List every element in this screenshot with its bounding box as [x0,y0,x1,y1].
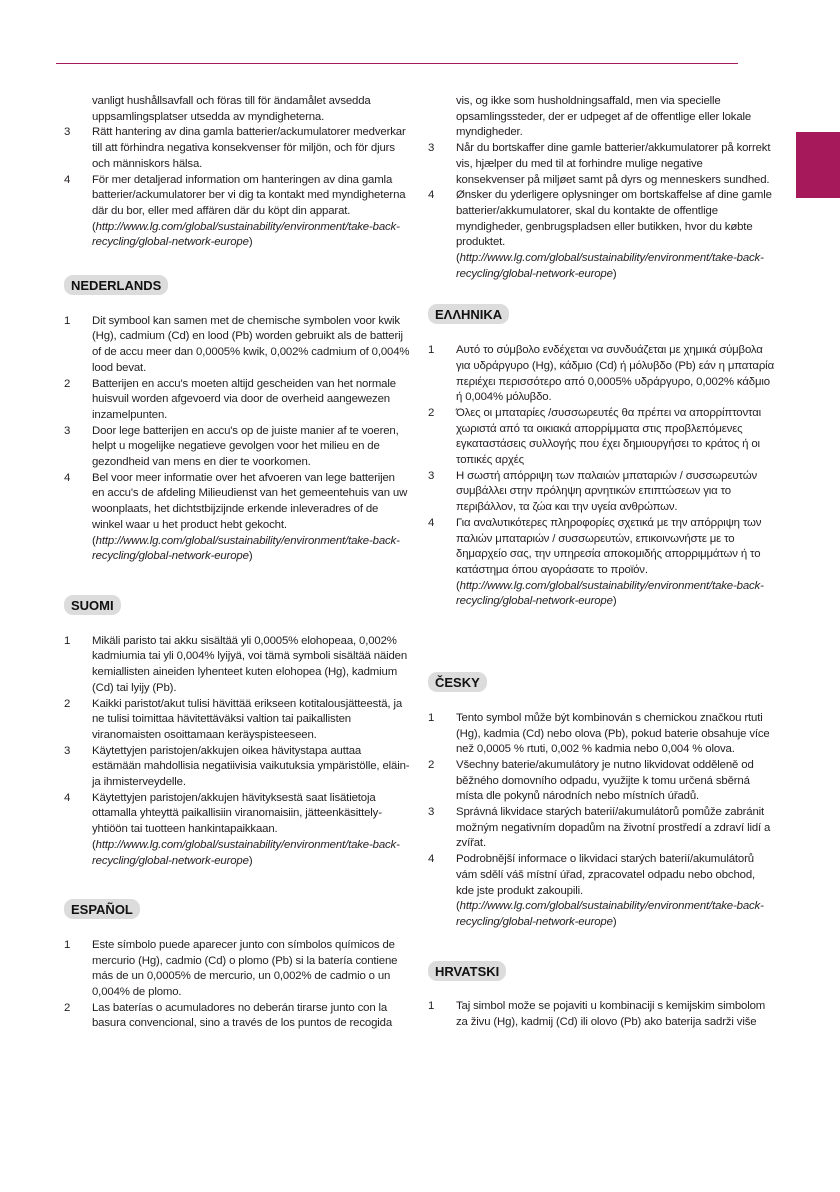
continuation-text: vis, og ikke som husholdningsaffald, men via specielle opsamlingssteder, der er udpeget af de offentlige eller lokale myndigheder. [456,95,752,139]
item-number: 3 [428,469,435,482]
item-tail: ) [612,915,617,928]
item-text: Mikäli paristo tai akku sisältää yli 0,0005% elohopeaa, 0,002% kadmiumia tai yli 0,004% lyijyä, voi tämä symboli sisältää näiden kemiallisten aineiden lyhenteet kuten elohopea (Hg), kadmium (Cd) tai lyijy (Pb). [92,634,408,694]
item-url: http://www.lg.com/global/sustainability/environment/take-back-recycling/global-network-europe [92,220,400,249]
list-item [64,314,410,377]
item-tail: ) [248,854,253,867]
item-text: För mer detaljerad information om hanteringen av dina gamla batterier/ackumulatorer ber vi dig ta kontakt med myndigheterna där du bor, eller med affären där du köpt din apparat. ( [92,173,406,233]
item-url: http://www.lg.com/global/sustainability/environment/take-back-recycling/global-network-europe [456,579,764,608]
item-body [456,712,770,755]
item-number: 3 [64,744,71,757]
item-text: Podrobnější informace o likvidaci starých baterií/akumulátorů vám sdělí váš místní úřad, zpracovatel odpadu nebo obchod, kde jste produkt zakoupili. ( [456,853,756,913]
item-number: 4 [428,853,435,866]
item-text: Všechny baterie/akumulátory je nutno likvidovat odděleně od běžného domovního odpadu, využijte k tomu určená sběrná místa dle pokynů národních nebo místních úřadů. [456,758,754,803]
language-section [64,899,410,1032]
item-text: Rätt hantering av dina gamla batterier/ackumulatorer medverkar till att förhindra negativa konsekvenser för miljön, och för djurs och människors hälsa. [92,126,406,170]
item-text: Η σωστή απόρριψη των παλαιών μπαταριών / συσσωρευτών συμβάλλει στην πρόληψη αρνητικών επιπτώσεων για το περιβάλλον, τα ζώα και την υγεία ανθρώπων. [456,469,757,514]
item-body [456,142,770,185]
item-number: 4 [64,791,71,804]
section-heading: HRVATSKI [428,961,506,981]
language-section [428,961,774,1031]
item-number: 4 [64,471,71,484]
list-item [64,744,410,791]
left-column [64,94,410,1032]
item-number: 4 [428,516,435,529]
item-url: http://www.lg.com/global/sustainability/environment/take-back-recycling/global-network-europe [92,534,400,563]
item-number: 2 [428,406,435,419]
item-body [456,407,761,466]
item-text: Για αναλυτικότερες πληροφορίες σχετικά με την απόρριψη των παλιών μπαταριών / συσσωρευτών, επικοινωνήστε με το δημαρχείο σας, την υπηρεσία αποκομιδής απορριμμάτων ή το κατάστημα όπου αγοράσατε το προϊόν. ( [456,516,762,592]
item-number: 4 [428,189,435,202]
list-item [64,938,410,1001]
continuation-text: vanligt hushållsavfall och föras till för ändamålet avsedda uppsamlingsplatser utsedda av myndigheterna. [92,95,371,123]
item-body [92,126,406,169]
item-number: 1 [428,711,435,724]
item-text: Batterijen en accu's moeten altijd gescheiden van het normale huisvuil worden afgevoerd via door de overheid aangewezen inzamelpunten. [92,377,396,421]
list-item [64,791,410,870]
item-body [92,1002,392,1030]
item-number: 1 [428,344,435,357]
item-number: 1 [428,1000,435,1013]
item-tail: ) [248,236,253,249]
item-body [456,1000,765,1028]
item-text: Kaikki paristot/akut tulisi hävittää erikseen kotitalousjätteestä, ja ne tulisi toimittaa hävitettäväksi valtion tai paikallisten viranomaisten osoittamaan keräyspisteeseen. [92,697,403,741]
list-item [428,406,774,469]
heading-wrap [428,672,774,693]
item-number: 3 [64,126,71,139]
item-body [456,759,754,802]
item-body [456,470,757,513]
list-item [64,377,410,424]
item-url: http://www.lg.com/global/sustainability/environment/take-back-recycling/global-network-europe [456,900,764,928]
intro-block [64,94,410,251]
list-item [428,805,774,852]
item-text: Når du bortskaffer dine gamle batterier/akkumulatorer på korrekt vis, hjælper du med til at forhindre mulige negative konsekvenser på miljøet samt på dyrs og menneskers sundhed. [456,142,771,186]
language-section [428,672,774,931]
item-url: http://www.lg.com/global/sustainability/environment/take-back-recycling/global-network-europe [456,252,764,280]
item-body [456,344,774,403]
intro-block [428,94,774,282]
item-text: Dit symbool kan samen met de chemische symbolen voor kwik (Hg), cadmium (Cd) en lood (Pb) worden gebruikt als de batterij of de accu meer dan 0,0005% kwik, 0,002% cadmium of 0,004% lood bevat. [92,314,410,374]
item-number: 2 [428,758,435,771]
section-heading: ESPAÑOL [64,899,140,919]
list-item [64,1001,410,1032]
item-text: Door lege batterijen en accu's op de juiste manier af te voeren, helpt u mogelijke negatieve gevolgen voor het milieu en de gezondheid van mens en dier te voorkomen. [92,424,399,469]
list-item [64,471,410,565]
sections [428,304,774,1030]
item-text: Ønsker du yderligere oplysninger om bortskaffelse af dine gamle batterier/akkumulatorer, skal du kontakte de offentlige myndigheder, genbrugspladsen eller butikken, hvor du købte produktet. ( [456,189,772,265]
item-body [92,378,396,421]
item-number: 3 [64,424,71,437]
item-text: Taj simbol može se pojaviti u kombinaciji s kemijskim simbolom za živu (Hg), kadmij (Cd) ili olovo (Pb) ako baterija sadrži više [456,1000,766,1029]
language-side-tab [796,132,840,198]
section-heading: NEDERLANDS [64,275,168,295]
item-number: 1 [64,938,71,951]
item-body [456,189,772,280]
list-item [64,424,410,471]
section-heading: ČESKY [428,672,487,692]
item-text: Tento symbol může být kombinován s chemickou značkou rtuti (Hg), kadmia (Cd) nebo olova (Pb), pokud baterie obsahuje více než 0,0005 % rtuti, 0,002 % kadmia nebo 0,004 % olova. [456,711,770,756]
list-item [64,697,410,744]
language-section [428,304,774,610]
item-number: 1 [64,634,71,647]
item-number: 3 [428,806,435,819]
list-item [428,516,774,610]
header-rule [56,63,738,64]
item-text: Este símbolo puede aparecer junto con símbolos químicos de mercurio (Hg), cadmio (Cd) o plomo (Pb) si la batería contiene más de un 0,0005% de mercurio, un 0,002% de cadmio o un 0,004% de plomo. [92,938,398,999]
list-item [428,852,774,931]
list-item [428,188,774,282]
section-heading: SUOMI [64,595,121,615]
item-body [456,806,770,849]
item-text: Käytettyjen paristojen/akkujen oikea hävitystapa auttaa estämään mahdollisia negatiivisia vaikutuksia ympäristölle, eläin- ja ihmisterveydelle. [92,744,410,789]
language-section [64,595,410,869]
list-item [428,711,774,758]
item-number: 2 [64,377,71,390]
language-section [64,275,410,565]
item-number: 2 [64,1001,71,1014]
item-body [92,174,405,249]
item-text: Správná likvidace starých baterií/akumulátorů pomůže zabránit možným negativním dopadům na životní prostředí a zdraví lidí a zvířat. [456,806,771,850]
item-body [456,853,764,928]
item-tail: ) [612,267,617,280]
section-heading: ΕΛΛΗΝΙΚΑ [428,304,509,324]
list-item [428,343,774,406]
item-url: http://www.lg.com/global/sustainability/environment/take-back-recycling/global-network-europe [92,838,400,867]
item-number: 2 [64,697,71,710]
item-tail: ) [612,595,617,608]
heading-wrap [428,961,774,982]
item-tail: ) [248,550,253,563]
right-column [428,94,774,1031]
list-item [428,758,774,805]
list-item [428,999,774,1030]
item-text: Bel voor meer informatie over het afvoeren van lege batterijen en accu's de afdeling Milieudienst van het gemeentehuis van uw woonplaats, het dichtstbijzijnde erkende inleveradres of de winkel waar u het product hebt gekocht. ( [92,471,408,547]
item-body [92,425,399,468]
heading-wrap [64,595,410,616]
item-body [456,517,764,608]
list-item [64,634,410,697]
list-item [428,141,774,188]
item-body [92,635,407,694]
item-body [92,939,397,998]
item-body [92,472,407,563]
item-number: 1 [64,314,71,327]
item-text: Las baterías o acumuladores no deberán tirarse junto con la basura convencional, sino a través de los puntos de recogida [92,1001,393,1030]
item-body [92,698,402,741]
item-body [92,745,409,788]
item-number: 4 [64,173,71,186]
item-body [92,792,400,867]
list-item [428,469,774,516]
item-text: Käytettyjen paristojen/akkujen hävityksestä saat lisätietoja ottamalla yhteyttä paikallisiin viranomaisiin, jätteenkäsittely-yhtiöön tai tuotteen hankintapaikkaan. ( [92,791,382,851]
heading-wrap [428,304,774,325]
item-text: Αυτό το σύμβολο ενδέχεται να συνδυάζεται με χημικά σύμβολα για υδράργυρο (Hg), κάδμιο (Cd) ή μόλυβδο (Pb) εάν η μπαταρία περιέχει περισσότερο από 0,0005% υδράργυρο, 0,002% κάδμιο ή 0,004% μόλυβδο. [456,344,775,404]
sections [64,275,410,1032]
list-item [64,173,410,252]
heading-wrap [64,899,410,920]
item-body [92,315,409,374]
list-item [64,125,410,172]
item-text: Όλες οι μπαταρίες /συσσωρευτές θα πρέπει να απορρίπτονται χωριστά από τα οικιακά απορρίμματα στις προβλεπόμενες εγκαταστάσεις συλλογής που έχει δημιουργήσει το κράτος ή οι τοπικές αρχές [456,406,762,467]
heading-wrap [64,275,410,296]
item-number: 3 [428,142,435,155]
